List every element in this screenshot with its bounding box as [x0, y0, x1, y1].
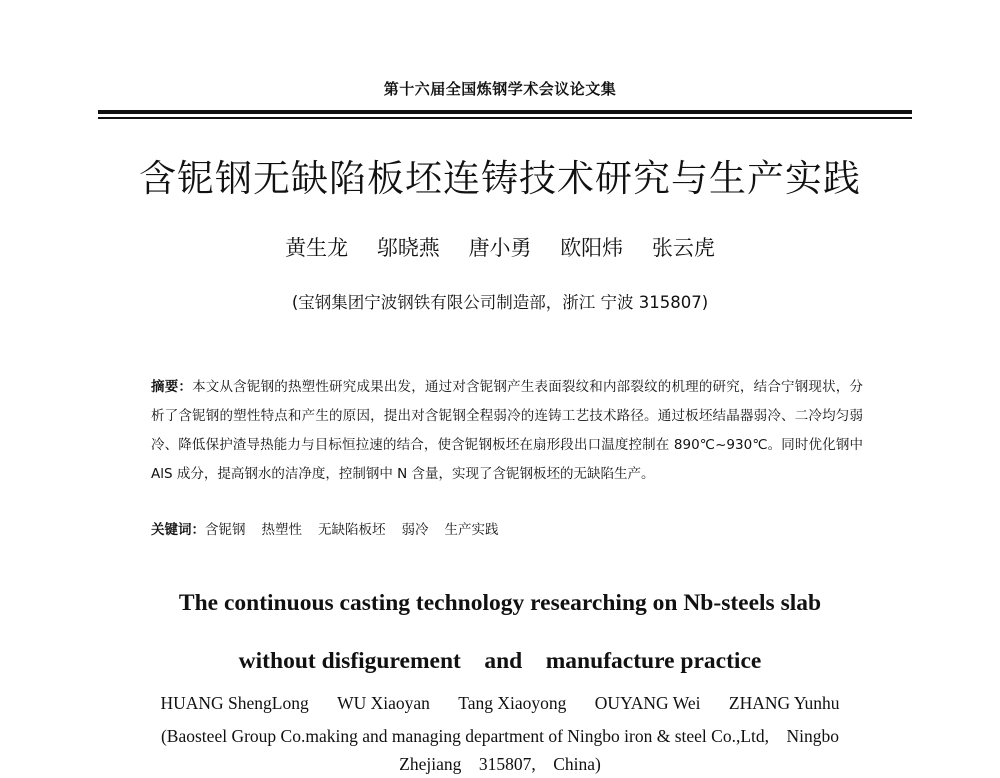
header-rule-thick	[98, 110, 912, 114]
affiliation-en-line2: Zhejiang 315807, China)	[399, 754, 601, 774]
author-en: HUANG ShengLong	[160, 693, 309, 713]
keyword: 弱冷	[401, 522, 429, 538]
author-en: ZHANG Yunhu	[728, 693, 840, 713]
keyword: 无缺陷板坯	[318, 522, 386, 538]
abstract-label: 摘要：	[151, 379, 193, 395]
keyword: 生产实践	[444, 522, 499, 538]
author-en: WU Xiaoyan	[337, 693, 430, 713]
paper-title-cn: 含铌钢无缺陷板坯连铸技术研究与生产实践	[139, 157, 861, 200]
header-rule-thin	[98, 117, 912, 119]
affiliation-en	[0, 722, 1000, 778]
keyword: 热塑性	[261, 522, 302, 538]
author-cn: 黄生龙	[285, 236, 349, 260]
keyword: 含铌钢	[205, 522, 246, 538]
authors-cn	[0, 232, 1000, 262]
author-en: OUYANG Wei	[594, 693, 701, 713]
author-cn: 张云虎	[651, 236, 715, 260]
abstract-text: 本文从含铌钢的热塑性研究成果出发，通过对含铌钢产生表面裂纹和内部裂纹的机理的研究，结合宁钢现状，分析了含铌钢的塑性特点和产生的原因，提出对含铌钢全程弱冷的连铸工艺技术路径。通过板坯结晶器弱冷、二冷均匀弱冷、降低保护渣导热能力与目标恒拉速的结合，使含铌钢板坯在扇形段出口温度控制在 890℃~930℃。同时优化钢中 AlS 成分，提高钢水的洁净度，控制钢中 N 含量，实现了含铌钢板坯的无缺陷生产。	[151, 379, 864, 482]
author-en: Tang Xiaoyong	[458, 693, 567, 713]
authors-en	[0, 693, 1000, 714]
paper-title-en-line2: without disfigurement and manufacture practice	[238, 648, 762, 674]
journal-header: 第十六届全国炼钢学术会议论文集	[383, 80, 617, 98]
paper-title-en-line1: The continuous casting technology researching on Nb-steels slab	[178, 590, 822, 616]
abstract	[151, 373, 863, 489]
affiliation-cn: (宝钢集团宁波钢铁有限公司制造部，浙江 宁波 315807)	[291, 293, 709, 312]
author-cn: 邬晓燕	[376, 236, 440, 260]
author-cn: 唐小勇	[468, 236, 532, 260]
keywords-label: 关键词：	[151, 522, 205, 538]
keywords	[151, 518, 863, 538]
author-cn: 欧阳炜	[560, 236, 624, 260]
affiliation-en-line1: (Baosteel Group Co.making and managing department of Ningbo iron & steel Co.,Ltd, Ningbo	[160, 726, 839, 746]
